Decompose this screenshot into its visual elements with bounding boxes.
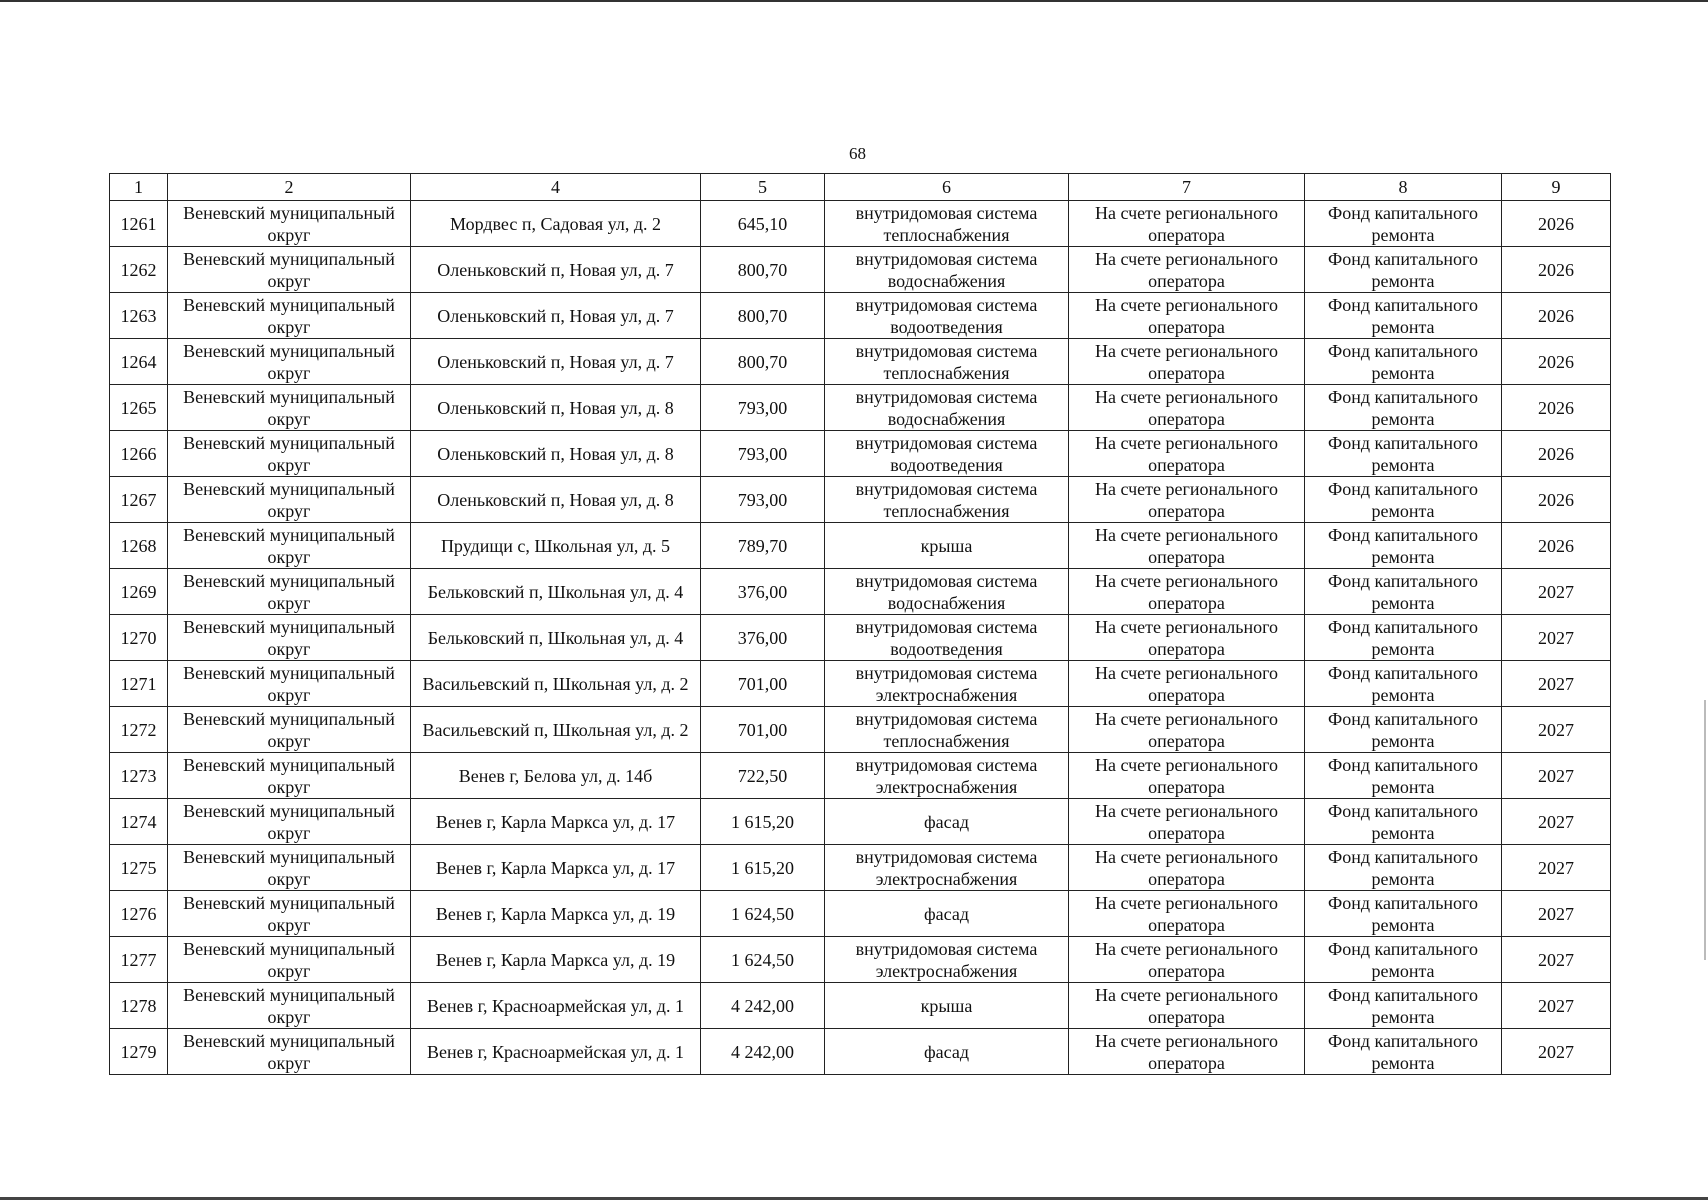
cell-funding-source: Фонд капитального ремонта [1305, 799, 1502, 845]
cell-area: 722,50 [701, 753, 825, 799]
header-cell-municipality: 2 [168, 174, 411, 201]
cell-account: На счете регионального оператора [1069, 983, 1305, 1029]
cell-year: 2026 [1502, 523, 1611, 569]
cell-year: 2027 [1502, 753, 1611, 799]
table-row [110, 385, 1611, 431]
header-cell-row-number: 1 [110, 174, 168, 201]
cell-address: Бельковский п, Школьная ул, д. 4 [411, 615, 701, 661]
cell-year: 2026 [1502, 385, 1611, 431]
repair-program-table [109, 173, 1611, 1075]
cell-area: 800,70 [701, 247, 825, 293]
header-cell-area: 5 [701, 174, 825, 201]
cell-municipality: Веневский муниципальный округ [168, 1029, 411, 1075]
table-body [110, 201, 1611, 1075]
cell-row-number: 1261 [110, 201, 168, 247]
table-row [110, 707, 1611, 753]
cell-funding-source: Фонд капитального ремонта [1305, 293, 1502, 339]
table-row [110, 615, 1611, 661]
cell-year: 2027 [1502, 615, 1611, 661]
cell-row-number: 1269 [110, 569, 168, 615]
cell-work-type: крыша [825, 523, 1069, 569]
cell-funding-source: Фонд капитального ремонта [1305, 201, 1502, 247]
cell-address: Прудищи с, Школьная ул, д. 5 [411, 523, 701, 569]
cell-account: На счете регионального оператора [1069, 707, 1305, 753]
cell-municipality: Веневский муниципальный округ [168, 569, 411, 615]
cell-account: На счете регионального оператора [1069, 937, 1305, 983]
cell-work-type: фасад [825, 1029, 1069, 1075]
table-row [110, 1029, 1611, 1075]
cell-year: 2027 [1502, 569, 1611, 615]
cell-year: 2026 [1502, 477, 1611, 523]
cell-row-number: 1262 [110, 247, 168, 293]
cell-account: На счете регионального оператора [1069, 661, 1305, 707]
cell-row-number: 1270 [110, 615, 168, 661]
cell-row-number: 1275 [110, 845, 168, 891]
cell-account: На счете регионального оператора [1069, 339, 1305, 385]
table-row [110, 799, 1611, 845]
cell-work-type: внутридомовая система теплоснабжения [825, 707, 1069, 753]
cell-municipality: Веневский муниципальный округ [168, 201, 411, 247]
cell-work-type: внутридомовая система водоотведения [825, 293, 1069, 339]
cell-work-type: внутридомовая система электроснабжения [825, 845, 1069, 891]
cell-account: На счете регионального оператора [1069, 891, 1305, 937]
cell-account: На счете регионального оператора [1069, 385, 1305, 431]
cell-address: Венев г, Красноармейская ул, д. 1 [411, 983, 701, 1029]
cell-funding-source: Фонд капитального ремонта [1305, 1029, 1502, 1075]
cell-funding-source: Фонд капитального ремонта [1305, 523, 1502, 569]
cell-address: Венев г, Красноармейская ул, д. 1 [411, 1029, 701, 1075]
cell-account: На счете регионального оператора [1069, 569, 1305, 615]
cell-area: 793,00 [701, 431, 825, 477]
cell-work-type: фасад [825, 799, 1069, 845]
cell-address: Венев г, Карла Маркса ул, д. 19 [411, 937, 701, 983]
table-row [110, 523, 1611, 569]
table-row [110, 569, 1611, 615]
header-cell-funding-source: 8 [1305, 174, 1502, 201]
header-row [110, 174, 1611, 201]
cell-account: На счете регионального оператора [1069, 247, 1305, 293]
cell-account: На счете регионального оператора [1069, 753, 1305, 799]
cell-area: 645,10 [701, 201, 825, 247]
cell-account: На счете регионального оператора [1069, 799, 1305, 845]
cell-account: На счете регионального оператора [1069, 431, 1305, 477]
cell-work-type: крыша [825, 983, 1069, 1029]
cell-work-type: внутридомовая система теплоснабжения [825, 477, 1069, 523]
cell-work-type: внутридомовая система электроснабжения [825, 937, 1069, 983]
cell-address: Васильевский п, Школьная ул, д. 2 [411, 707, 701, 753]
cell-row-number: 1276 [110, 891, 168, 937]
cell-funding-source: Фонд капитального ремонта [1305, 845, 1502, 891]
cell-area: 1 615,20 [701, 845, 825, 891]
cell-area: 789,70 [701, 523, 825, 569]
cell-address: Оленьковский п, Новая ул, д. 7 [411, 247, 701, 293]
cell-municipality: Веневский муниципальный округ [168, 707, 411, 753]
cell-municipality: Веневский муниципальный округ [168, 753, 411, 799]
cell-row-number: 1278 [110, 983, 168, 1029]
cell-row-number: 1272 [110, 707, 168, 753]
cell-address: Васильевский п, Школьная ул, д. 2 [411, 661, 701, 707]
cell-work-type: внутридомовая система теплоснабжения [825, 339, 1069, 385]
table-row [110, 201, 1611, 247]
cell-work-type: внутридомовая система теплоснабжения [825, 201, 1069, 247]
cell-row-number: 1265 [110, 385, 168, 431]
cell-year: 2027 [1502, 937, 1611, 983]
cell-address: Венев г, Карла Маркса ул, д. 17 [411, 799, 701, 845]
cell-area: 376,00 [701, 615, 825, 661]
cell-address: Венев г, Белова ул, д. 14б [411, 753, 701, 799]
table-row [110, 293, 1611, 339]
cell-row-number: 1277 [110, 937, 168, 983]
cell-funding-source: Фонд капитального ремонта [1305, 431, 1502, 477]
cell-year: 2026 [1502, 201, 1611, 247]
cell-year: 2026 [1502, 339, 1611, 385]
cell-year: 2027 [1502, 891, 1611, 937]
cell-municipality: Веневский муниципальный округ [168, 339, 411, 385]
cell-funding-source: Фонд капитального ремонта [1305, 385, 1502, 431]
cell-year: 2027 [1502, 1029, 1611, 1075]
scan-edge-top [0, 0, 1708, 2]
cell-funding-source: Фонд капитального ремонта [1305, 891, 1502, 937]
header-cell-address: 4 [411, 174, 701, 201]
cell-area: 800,70 [701, 293, 825, 339]
cell-funding-source: Фонд капитального ремонта [1305, 707, 1502, 753]
cell-year: 2027 [1502, 799, 1611, 845]
cell-address: Оленьковский п, Новая ул, д. 8 [411, 385, 701, 431]
cell-address: Оленьковский п, Новая ул, д. 8 [411, 477, 701, 523]
cell-account: На счете регионального оператора [1069, 201, 1305, 247]
table-row [110, 661, 1611, 707]
cell-year: 2027 [1502, 983, 1611, 1029]
cell-row-number: 1263 [110, 293, 168, 339]
cell-municipality: Веневский муниципальный округ [168, 891, 411, 937]
cell-municipality: Веневский муниципальный округ [168, 799, 411, 845]
cell-municipality: Веневский муниципальный округ [168, 385, 411, 431]
cell-account: На счете регионального оператора [1069, 523, 1305, 569]
cell-address: Оленьковский п, Новая ул, д. 8 [411, 431, 701, 477]
cell-work-type: фасад [825, 891, 1069, 937]
table-row [110, 891, 1611, 937]
cell-funding-source: Фонд капитального ремонта [1305, 477, 1502, 523]
cell-area: 4 242,00 [701, 983, 825, 1029]
cell-funding-source: Фонд капитального ремонта [1305, 569, 1502, 615]
cell-work-type: внутридомовая система водоотведения [825, 431, 1069, 477]
table-row [110, 431, 1611, 477]
cell-municipality: Веневский муниципальный округ [168, 615, 411, 661]
page-number: 68 [849, 144, 866, 163]
table-row [110, 477, 1611, 523]
table-row [110, 845, 1611, 891]
cell-municipality: Веневский муниципальный округ [168, 293, 411, 339]
cell-funding-source: Фонд капитального ремонта [1305, 615, 1502, 661]
cell-area: 793,00 [701, 385, 825, 431]
cell-municipality: Веневский муниципальный округ [168, 983, 411, 1029]
cell-row-number: 1264 [110, 339, 168, 385]
cell-account: На счете регионального оператора [1069, 1029, 1305, 1075]
cell-work-type: внутридомовая система водоснабжения [825, 385, 1069, 431]
cell-account: На счете регионального оператора [1069, 477, 1305, 523]
cell-address: Оленьковский п, Новая ул, д. 7 [411, 293, 701, 339]
cell-row-number: 1274 [110, 799, 168, 845]
header-cell-account: 7 [1069, 174, 1305, 201]
cell-account: На счете регионального оператора [1069, 615, 1305, 661]
cell-account: На счете регионального оператора [1069, 293, 1305, 339]
cell-year: 2027 [1502, 661, 1611, 707]
table-row [110, 937, 1611, 983]
cell-area: 4 242,00 [701, 1029, 825, 1075]
cell-area: 1 624,50 [701, 891, 825, 937]
table-row [110, 339, 1611, 385]
table-row [110, 753, 1611, 799]
cell-area: 701,00 [701, 661, 825, 707]
cell-municipality: Веневский муниципальный округ [168, 523, 411, 569]
cell-municipality: Веневский муниципальный округ [168, 845, 411, 891]
cell-year: 2027 [1502, 707, 1611, 753]
cell-year: 2026 [1502, 247, 1611, 293]
cell-row-number: 1266 [110, 431, 168, 477]
cell-year: 2027 [1502, 845, 1611, 891]
cell-funding-source: Фонд капитального ремонта [1305, 983, 1502, 1029]
cell-municipality: Веневский муниципальный округ [168, 431, 411, 477]
cell-address: Венев г, Карла Маркса ул, д. 17 [411, 845, 701, 891]
cell-area: 1 624,50 [701, 937, 825, 983]
header-cell-year: 9 [1502, 174, 1611, 201]
table-row [110, 247, 1611, 293]
cell-address: Мордвес п, Садовая ул, д. 2 [411, 201, 701, 247]
cell-account: На счете регионального оператора [1069, 845, 1305, 891]
cell-funding-source: Фонд капитального ремонта [1305, 753, 1502, 799]
cell-area: 701,00 [701, 707, 825, 753]
cell-row-number: 1273 [110, 753, 168, 799]
cell-work-type: внутридомовая система водоснабжения [825, 247, 1069, 293]
cell-municipality: Веневский муниципальный округ [168, 661, 411, 707]
cell-municipality: Веневский муниципальный округ [168, 247, 411, 293]
cell-work-type: внутридомовая система водоотведения [825, 615, 1069, 661]
cell-funding-source: Фонд капитального ремонта [1305, 937, 1502, 983]
cell-address: Оленьковский п, Новая ул, д. 7 [411, 339, 701, 385]
table-header [110, 174, 1611, 201]
cell-municipality: Веневский муниципальный округ [168, 477, 411, 523]
cell-work-type: внутридомовая система электроснабжения [825, 661, 1069, 707]
cell-area: 793,00 [701, 477, 825, 523]
cell-row-number: 1268 [110, 523, 168, 569]
cell-work-type: внутридомовая система водоснабжения [825, 569, 1069, 615]
cell-year: 2026 [1502, 293, 1611, 339]
cell-area: 1 615,20 [701, 799, 825, 845]
cell-area: 376,00 [701, 569, 825, 615]
cell-address: Бельковский п, Школьная ул, д. 4 [411, 569, 701, 615]
cell-municipality: Веневский муниципальный округ [168, 937, 411, 983]
table-row [110, 983, 1611, 1029]
cell-row-number: 1267 [110, 477, 168, 523]
cell-work-type: внутридомовая система электроснабжения [825, 753, 1069, 799]
cell-area: 800,70 [701, 339, 825, 385]
header-cell-work-type: 6 [825, 174, 1069, 201]
cell-funding-source: Фонд капитального ремонта [1305, 339, 1502, 385]
scan-mark-right [1704, 700, 1706, 960]
cell-row-number: 1279 [110, 1029, 168, 1075]
cell-address: Венев г, Карла Маркса ул, д. 19 [411, 891, 701, 937]
cell-funding-source: Фонд капитального ремонта [1305, 247, 1502, 293]
cell-funding-source: Фонд капитального ремонта [1305, 661, 1502, 707]
cell-row-number: 1271 [110, 661, 168, 707]
cell-year: 2026 [1502, 431, 1611, 477]
